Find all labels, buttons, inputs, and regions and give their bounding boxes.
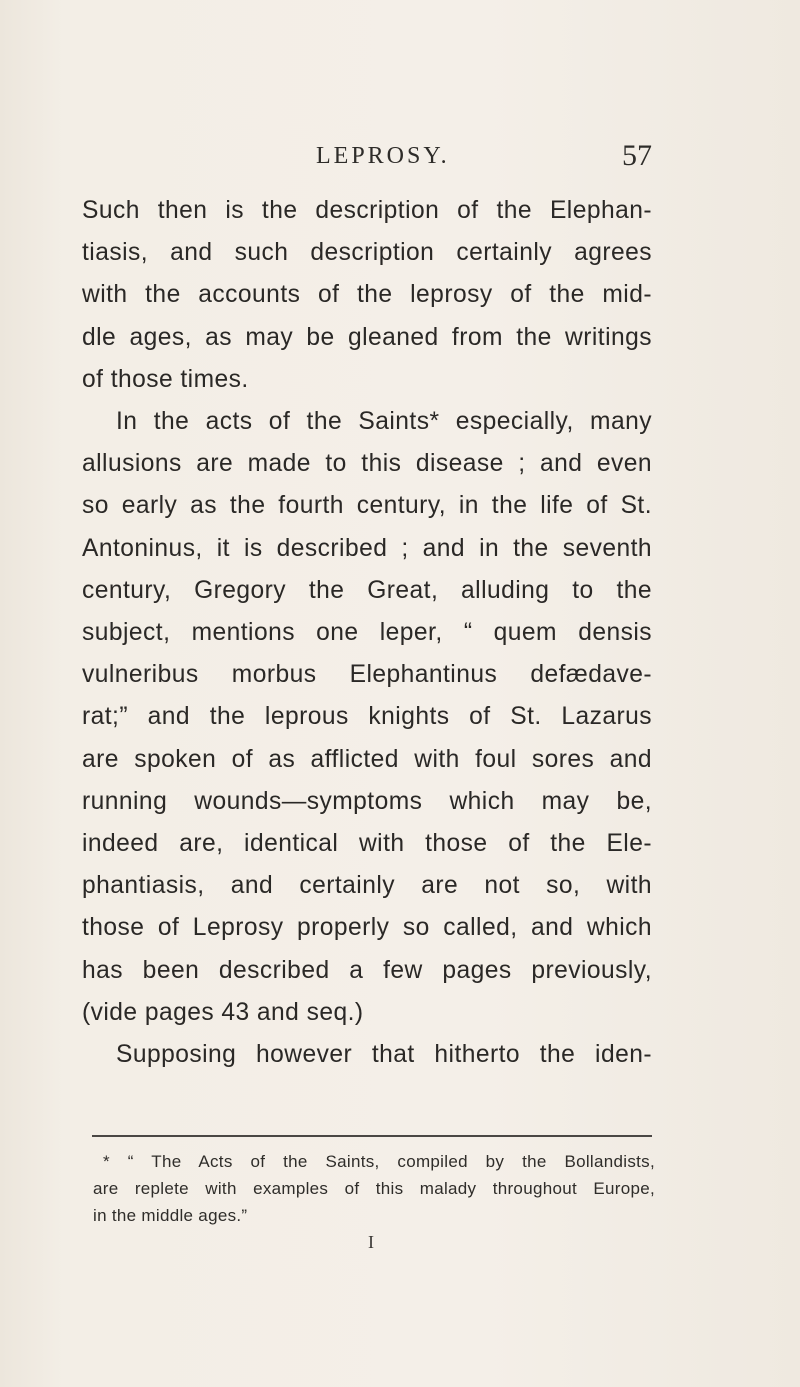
text-line: are spoken of as afflicted with foul sores and — [82, 745, 652, 773]
page-header — [0, 139, 800, 177]
text-line: Supposing however that hitherto the iden- — [116, 1041, 652, 1069]
text-line: century, Gregory the Great, alluding to the — [82, 576, 652, 604]
footnote-line: are replete with examples of this malady throughout Europe, — [93, 1179, 655, 1198]
text-line: vulneribus morbus Elephantinus defædave- — [82, 661, 652, 689]
text-line: tiasis, and such description certainly agrees — [82, 239, 652, 267]
text-line: so early as the fourth century, in the life of St. — [82, 492, 652, 520]
text-line: with the accounts of the leprosy of the mid- — [82, 281, 652, 309]
text-line: those of Leprosy properly so called, and which — [82, 914, 652, 942]
footnote-divider — [92, 1135, 652, 1137]
body-text — [82, 190, 652, 1076]
text-line: has been described a few pages previously, — [82, 956, 652, 984]
text-line: Antoninus, it is described ; and in the seventh — [82, 534, 652, 562]
text-line: subject, mentions one leper, “ quem densis — [82, 619, 652, 647]
text-line: allusions are made to this disease ; and even — [82, 450, 652, 478]
text-line: phantiasis, and certainly are not so, with — [82, 872, 652, 900]
signature-mark: I — [368, 1232, 374, 1252]
text-line: indeed are, identical with those of the Ele- — [82, 830, 652, 858]
footnote-line: in the middle ages.” — [93, 1206, 248, 1225]
page-number: 57 — [622, 139, 652, 172]
text-line: In the acts of the Saints* especially, many — [116, 408, 652, 436]
footnote — [93, 1148, 655, 1229]
text-line: rat;” and the leprous knights of St. Lazarus — [82, 703, 652, 731]
running-title: LEPROSY. — [316, 143, 450, 169]
text-line: Such then is the description of the Elephan- — [82, 197, 652, 224]
text-line: running wounds—symptoms which may be, — [82, 787, 652, 815]
footnote-line: * “ The Acts of the Saints, compiled by the Bollandists, — [103, 1152, 655, 1171]
text-line: of those times. — [82, 365, 249, 393]
text-line: dle ages, as may be gleaned from the writings — [82, 323, 652, 351]
text-line: (vide pages 43 and seq.) — [82, 998, 364, 1026]
